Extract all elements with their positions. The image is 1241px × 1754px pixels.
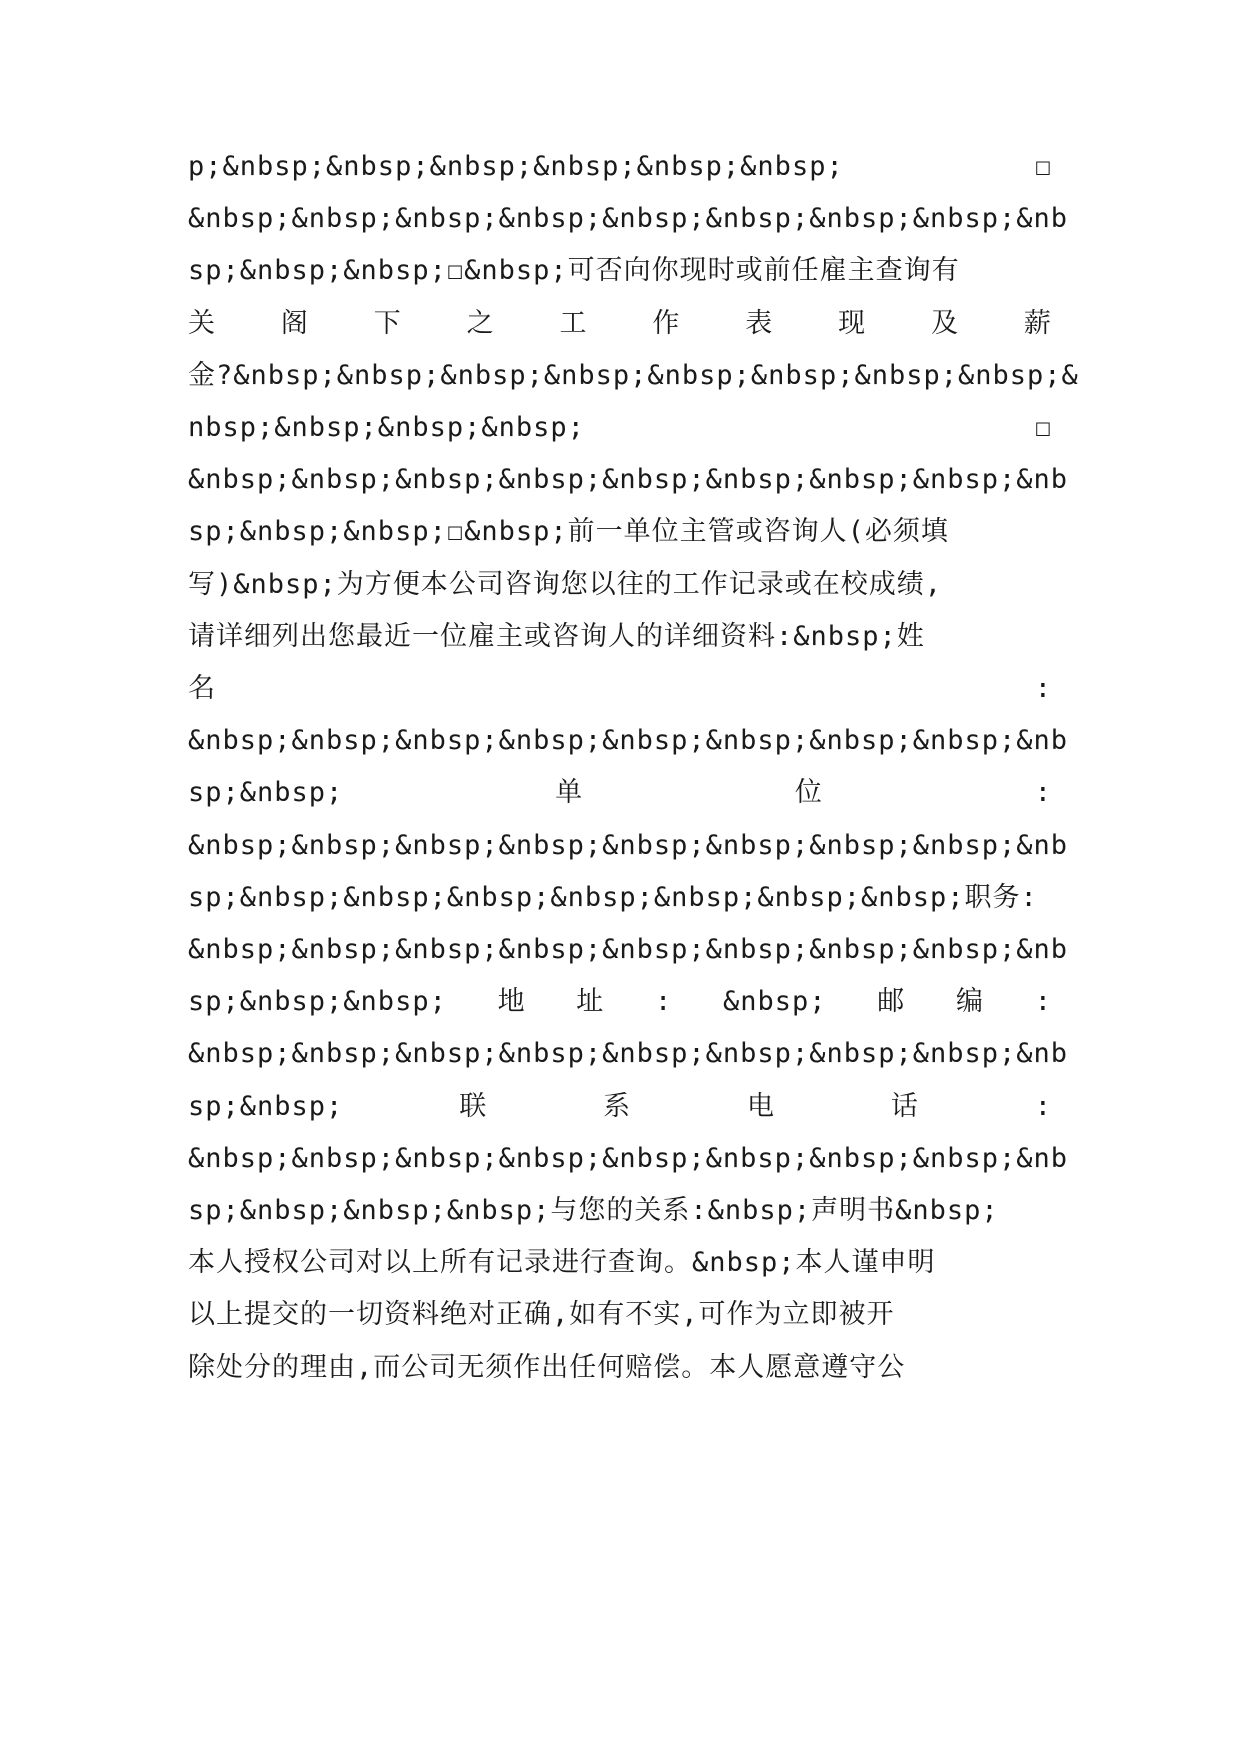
text-line [188,669,1052,709]
text-line [188,199,1069,239]
text-line [188,304,1052,344]
text-segment: 现 [838,307,867,339]
text-segment: 请详细列出您最近一位雇主或咨询人的详细资料:&nbsp;姓 [188,620,925,652]
text-segment: &nbsp;&nbsp;&nbsp;&nbsp;&nbsp;&nbsp;&nbsp;&nbsp;&nb [188,725,1069,757]
text-line [188,1295,1052,1335]
text-segment: sp;&nbsp; [188,1090,344,1122]
text-line [188,930,1069,970]
text-segment: 写)&nbsp;为方便本公司咨询您以往的工作记录或在校成绩, [188,568,943,600]
text-line [188,1034,1069,1074]
text-segment: 邮 [877,986,906,1018]
text-line [188,982,1052,1022]
text-line [188,1191,1052,1231]
text-segment: &nbsp;&nbsp;&nbsp;&nbsp;&nbsp;&nbsp;&nbsp;&nbsp;&nb [188,934,1069,965]
text-line [188,460,1069,500]
text-segment: 本人授权公司对以上所有记录进行查询。&nbsp;本人谨申明 [188,1247,936,1279]
checkbox-icon[interactable]: ☐ [1034,151,1052,182]
text-segment: : [655,986,673,1018]
text-segment: 阁 [280,307,309,339]
checkbox-icon[interactable]: ☐ [1034,412,1052,443]
text-segment: &nbsp;&nbsp;&nbsp;&nbsp;&nbsp;&nbsp;&nbsp;&nbsp;&nb [188,464,1069,496]
text-segment: 址 [576,986,605,1018]
text-segment: : [1034,986,1052,1018]
text-segment: sp;&nbsp;&nbsp;☐&nbsp;前一单位主管或咨询人(必须填 [188,516,949,548]
text-segment: 系 [603,1090,632,1122]
text-segment: sp;&nbsp;&nbsp;&nbsp;与您的关系:&nbsp;声明书&nbsp; [188,1195,999,1226]
text-segment: sp;&nbsp;&nbsp; [188,986,447,1018]
text-segment: &nbsp;&nbsp;&nbsp;&nbsp;&nbsp;&nbsp;&nbsp;&nbsp;&nb [188,1038,1069,1070]
text-segment: 下 [373,307,402,339]
text-segment: &nbsp;&nbsp;&nbsp;&nbsp;&nbsp;&nbsp;&nbsp;&nbsp;&nb [188,203,1069,235]
text-segment: 表 [745,307,774,339]
text-segment: 编 [955,986,984,1018]
text-line [188,878,1052,918]
text-segment: nbsp;&nbsp;&nbsp;&nbsp; [188,412,585,443]
text-line [188,1243,1052,1283]
text-segment: : [1034,777,1052,809]
text-segment: sp;&nbsp;&nbsp;☐&nbsp;可否向你现时或前任雇主查询有 [188,255,960,287]
text-line [188,356,1079,396]
text-segment: &nbsp;&nbsp;&nbsp;&nbsp;&nbsp;&nbsp;&nbsp;&nbsp;&nb [188,1142,1069,1174]
text-line [188,512,1052,552]
text-line [188,147,1052,187]
text-segment: 之 [466,307,495,339]
text-segment: 除处分的理由,而公司无须作出任何赔偿。本人愿意遵守公 [188,1351,906,1383]
text-segment: 及 [931,307,959,339]
text-line [188,408,1052,448]
text-line [188,826,1069,866]
text-segment: 电 [746,1090,775,1122]
text-segment: 联 [459,1090,488,1122]
text-segment: &nbsp;&nbsp;&nbsp;&nbsp;&nbsp;&nbsp;&nbsp;&nbsp;&nb [188,829,1069,861]
text-segment: 地 [497,986,526,1018]
text-line [188,721,1069,761]
text-segment: 作 [652,307,681,339]
text-line [188,1348,1052,1388]
text-segment: : [1034,673,1052,704]
text-line [188,251,1052,291]
text-line [188,773,1052,813]
text-segment: 工 [559,307,588,339]
text-segment: 关 [188,307,216,339]
text-segment: 位 [794,777,823,809]
text-segment: 单 [555,777,584,809]
text-segment: sp;&nbsp;&nbsp;&nbsp;&nbsp;&nbsp;&nbsp;&nbsp;职务: [188,881,1038,913]
text-segment: 话 [890,1090,919,1122]
text-segment: 薪 [1023,307,1052,339]
text-segment: : [1034,1090,1052,1122]
text-segment: 金?&nbsp;&nbsp;&nbsp;&nbsp;&nbsp;&nbsp;&nbsp;&nbsp;& [188,359,1079,391]
text-segment: 名 [188,673,216,704]
text-line [188,1087,1052,1127]
text-line [188,565,1052,605]
text-line [188,617,1052,657]
text-segment: p;&nbsp;&nbsp;&nbsp;&nbsp;&nbsp;&nbsp; [188,151,844,182]
text-segment: 以上提交的一切资料绝对正确,如有不实,可作为立即被开 [188,1299,895,1331]
text-segment: sp;&nbsp; [188,777,344,809]
text-segment: &nbsp; [722,986,827,1018]
text-line [188,1139,1069,1179]
